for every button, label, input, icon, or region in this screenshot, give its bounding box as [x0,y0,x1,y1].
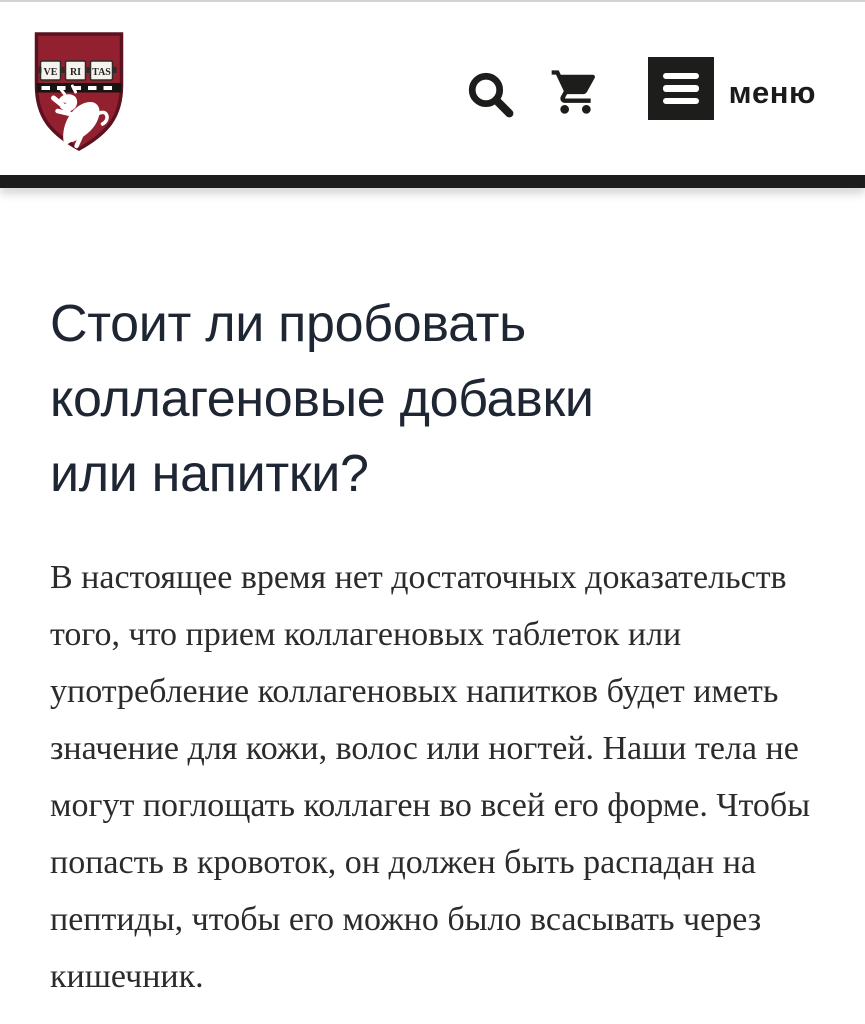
paragraph-line: могут поглощать коллаген во всей его форме. Чтобы [50,787,811,824]
title-line: коллагеновые добавки [50,370,594,428]
svg-text:TAS: TAS [92,66,111,78]
paragraph-line: В настоящее время нет достаточных доказательств [50,559,787,596]
veritas-books [39,61,117,80]
search-button[interactable] [463,67,517,121]
harvard-crest-logo[interactable] [32,30,126,152]
paragraph-line: пептиды, чтобы его можно было всасывать через [50,901,762,938]
title-line: Стоит ли пробовать [50,295,526,353]
search-icon [463,67,517,121]
hamburger-icon [648,57,714,120]
svg-text:RI: RI [69,66,82,78]
article-paragraph [50,549,817,1005]
header-actions [463,57,816,121]
menu-button[interactable] [648,57,816,120]
paragraph-line: кишечник. [50,958,204,995]
paragraph-line: попасть в кровоток, он должен быть распадан на [50,844,756,881]
menu-label: меню [728,74,816,110]
title-line: или напитки? [50,445,369,503]
harvard-crest-icon [32,30,126,152]
paragraph-line: того, что прием коллагеновых таблеток или [50,616,682,653]
site-header [0,2,865,175]
paragraph-line: значение для кожи, волос или ногтей. Наши тела не [50,730,799,767]
article-content [0,188,865,1005]
paragraph-line: употребление коллагеновых напитков будет иметь [50,673,779,710]
svg-text:VE: VE [43,66,58,78]
cart-icon [547,66,604,118]
cart-button[interactable] [547,66,604,118]
header-divider-bar [0,175,865,188]
page-title [50,287,817,512]
